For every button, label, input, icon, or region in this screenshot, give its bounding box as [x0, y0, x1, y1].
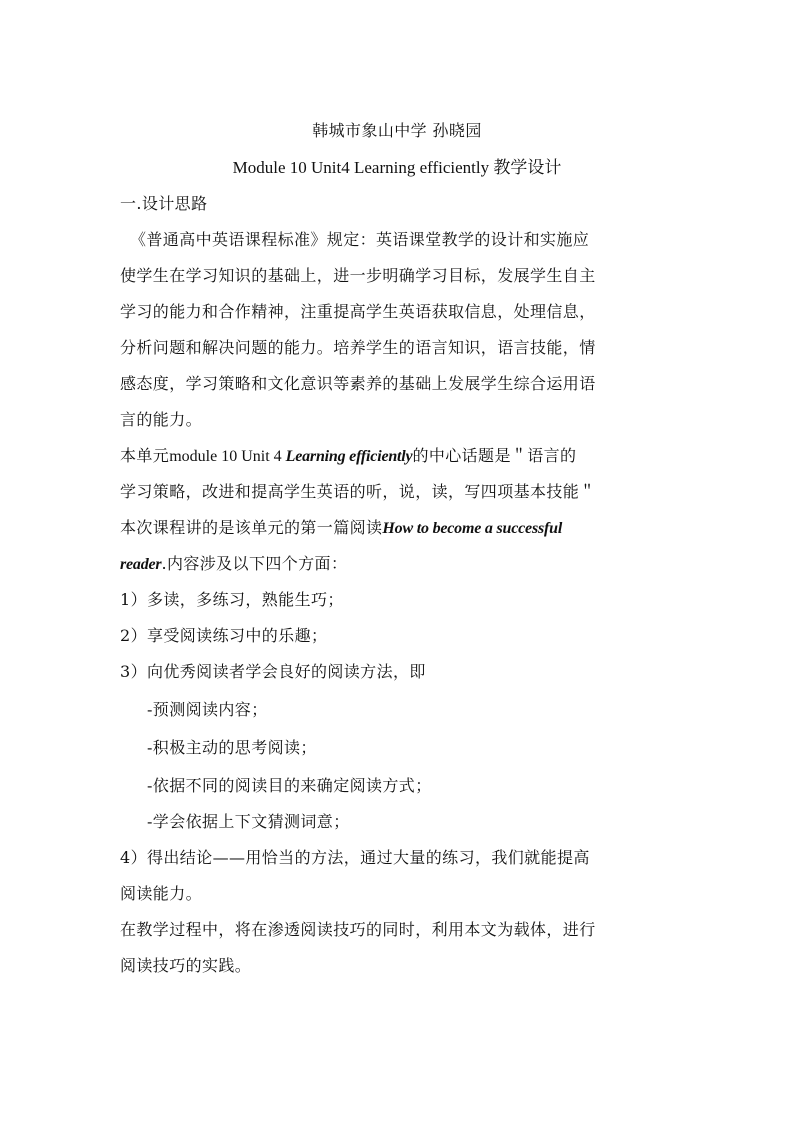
paragraph-line: 在教学过程中，将在渗透阅读技巧的同时，利用本文为载体，进行: [120, 920, 596, 939]
paragraph-line: 阅读技巧的实践。: [120, 956, 252, 975]
paragraph-line: [120, 445, 576, 468]
paragraph-line: 《普通高中英语课程标准》规定：英语课堂教学的设计和实施应: [130, 230, 590, 249]
paragraph-line: [120, 517, 562, 540]
sub-list-item: -学会依据上下文猜测词意；: [147, 812, 350, 831]
paragraph-line: 使学生在学习知识的基础上，进一步明确学习目标，发展学生自主: [120, 266, 596, 285]
text-run: .内容涉及以下四个方面：: [161, 554, 348, 573]
text-run: module 10 Unit 4: [169, 448, 286, 465]
sub-list-item: -积极主动的思考阅读；: [147, 738, 317, 757]
paragraph-line: 感态度，学习策略和文化意识等素养的基础上发展学生综合运用语: [120, 374, 596, 393]
paragraph-line: 学习策略，改进和提高学生英语的听，说，读，写四项基本技能＂: [120, 482, 596, 501]
section-heading: 一.设计思路: [120, 194, 208, 213]
paragraph-line: [120, 553, 347, 576]
paragraph-line: 学习的能力和合作精神，注重提高学生英语获取信息，处理信息，: [120, 302, 596, 321]
list-item: 阅读能力。: [120, 884, 203, 903]
paragraph-line: 分析问题和解决问题的能力。培养学生的语言知识，语言技能，情: [120, 338, 596, 357]
list-item: 3）向优秀阅读者学会良好的阅读方法，即: [120, 662, 426, 681]
author-line: 韩城市象山中学 孙晓园: [312, 121, 482, 140]
text-run: 本单元: [120, 446, 170, 465]
reading-title-emphasis: reader: [120, 556, 162, 573]
list-item: 2）享受阅读练习中的乐趣；: [120, 626, 328, 645]
sub-list-item: -预测阅读内容；: [147, 700, 268, 719]
reading-title-emphasis: How to become a successful: [382, 520, 563, 537]
sub-list-item: -依据不同的阅读目的来确定阅读方式；: [147, 776, 432, 795]
lesson-title-emphasis: Learning efficiently: [285, 448, 413, 465]
text-run: 本次课程讲的是该单元的第一篇阅读: [120, 518, 383, 537]
paragraph-line: 言的能力。: [120, 410, 203, 429]
list-item: 4）得出结论——用恰当的方法，通过大量的练习，我们就能提高: [120, 848, 590, 867]
text-run: 的中心话题是＂语言的: [412, 446, 577, 465]
document-title: Module 10 Unit4 Learning efficiently 教学设计: [232, 158, 562, 177]
list-item: 1）多读，多练习，熟能生巧；: [120, 590, 344, 609]
